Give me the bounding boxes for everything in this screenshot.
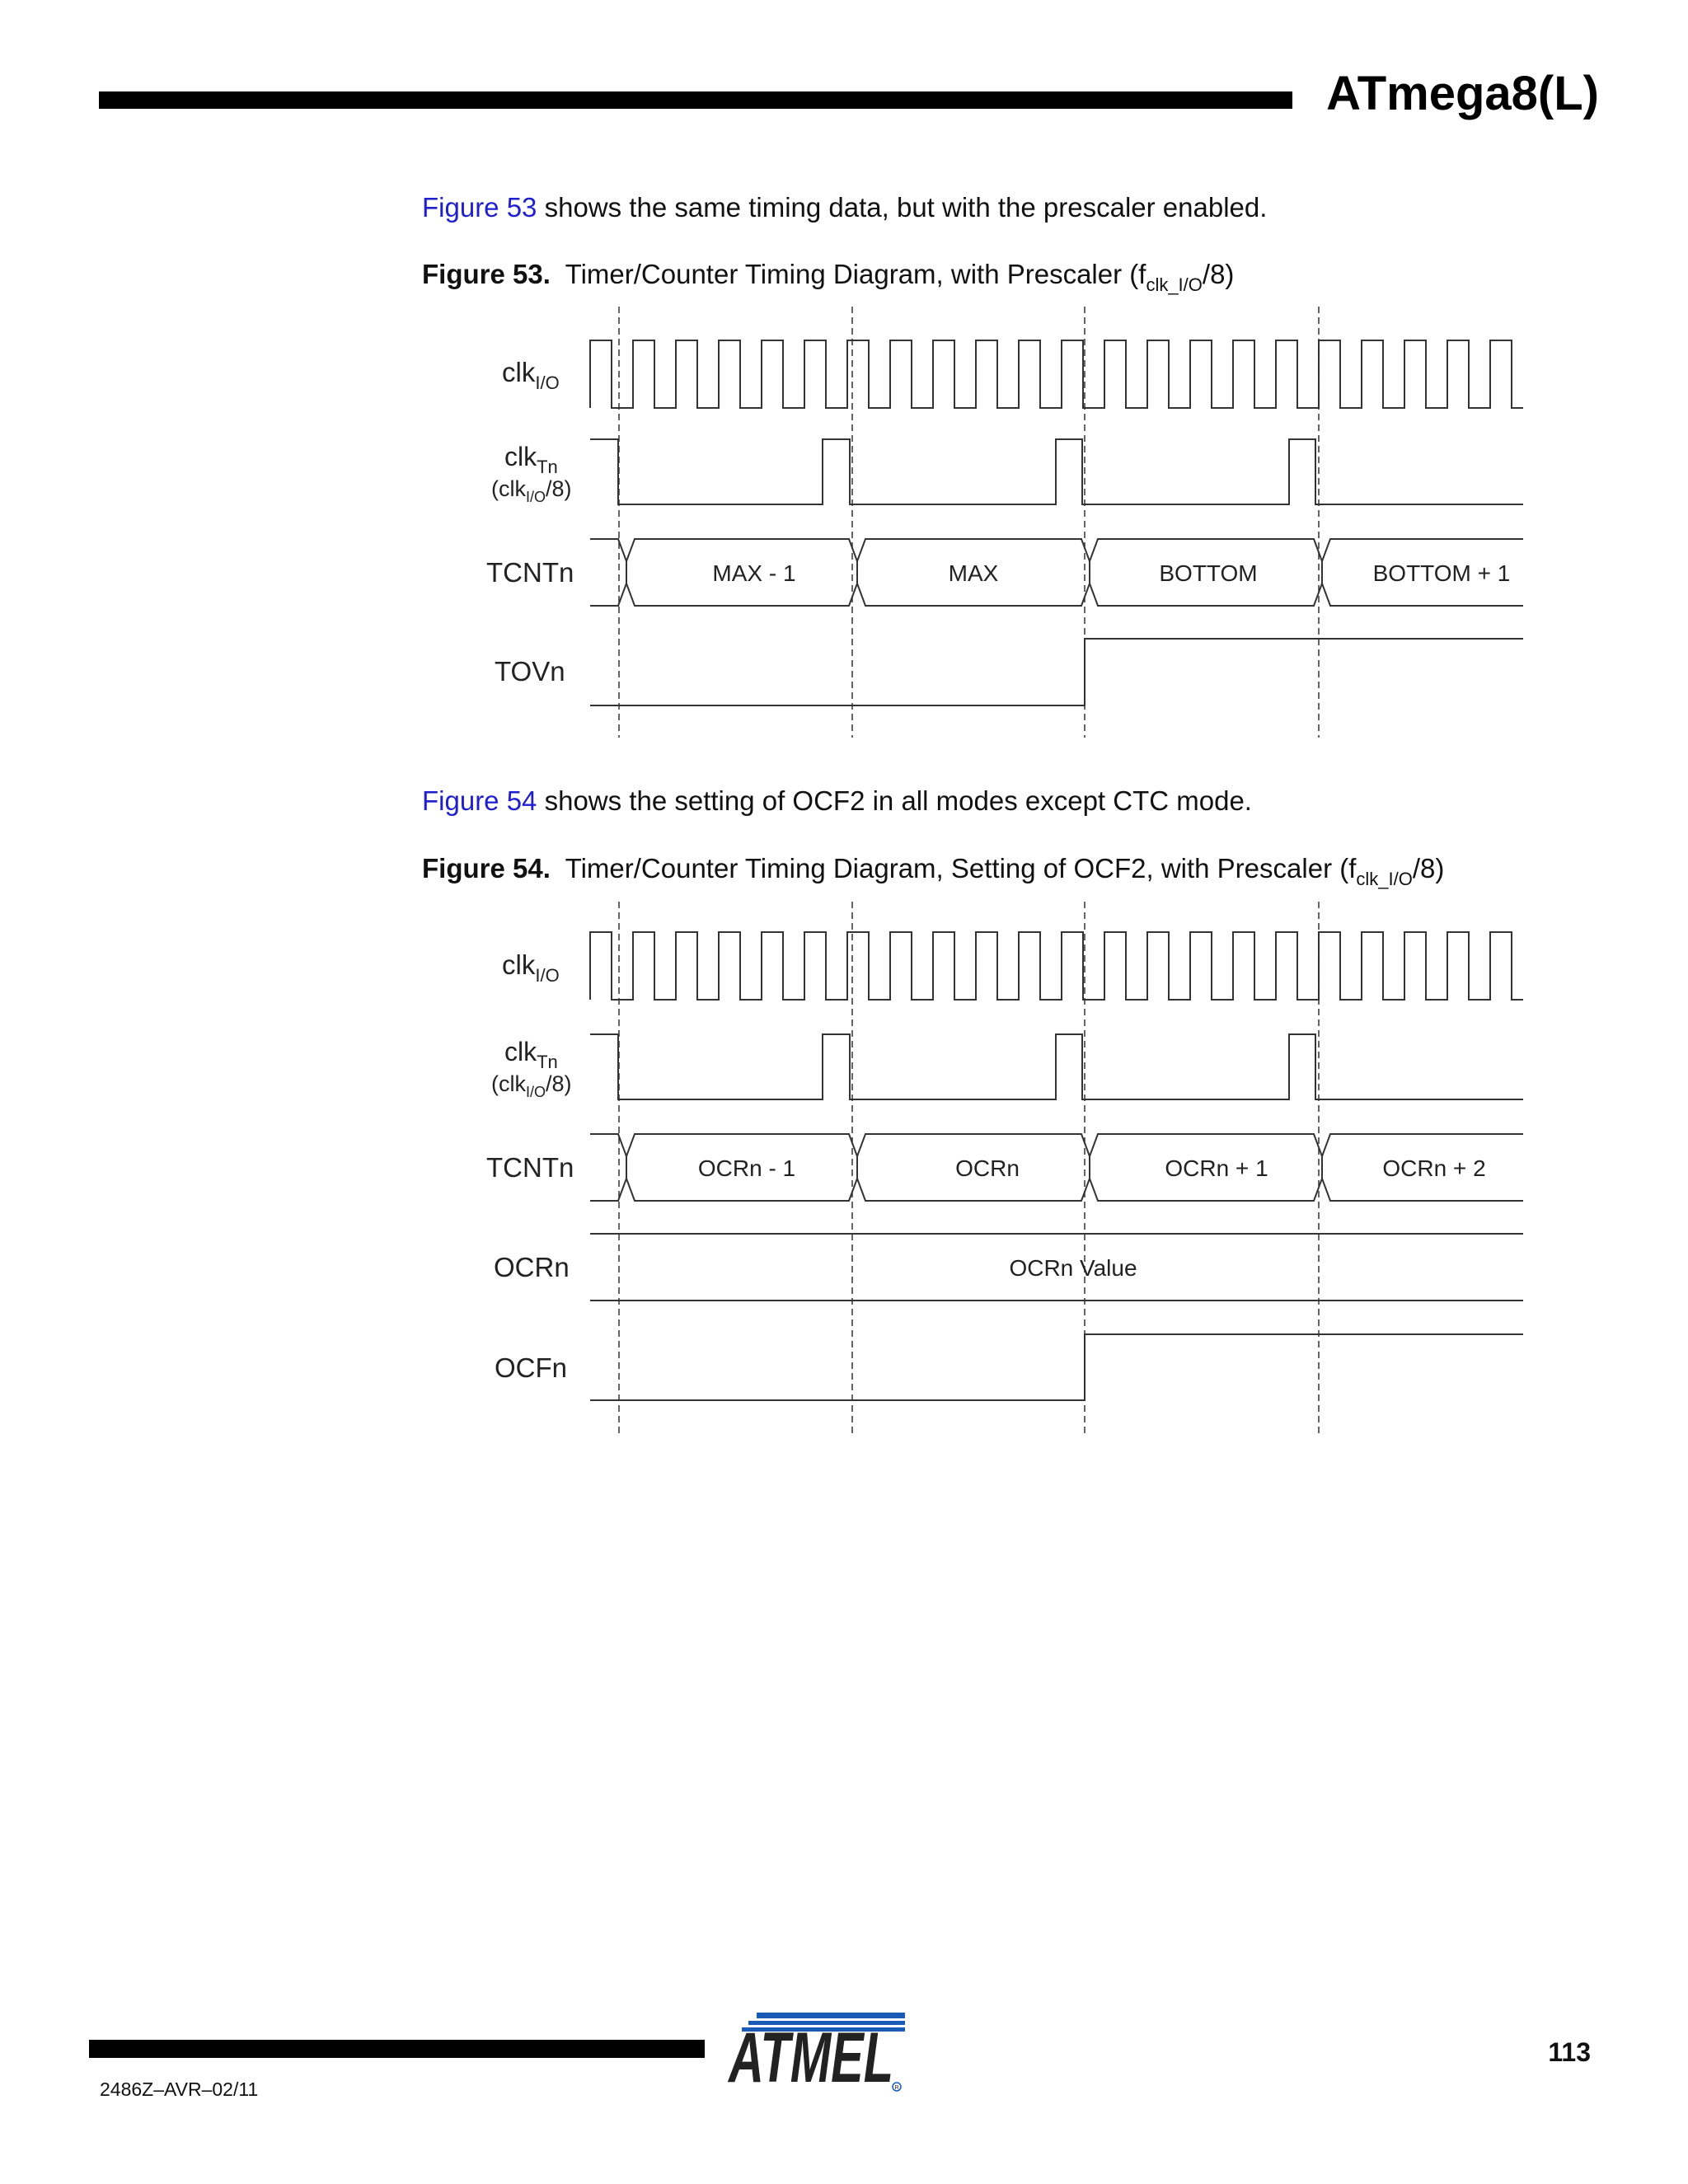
figure-53-timing-diagram (0, 297, 1688, 758)
tcnt-value: BOTTOM (1159, 560, 1258, 586)
tcnt-bus-bottom (590, 1179, 1523, 1201)
tcnt-value: OCRn + 1 (1165, 1155, 1268, 1181)
tcnt-label: TCNTn (486, 557, 574, 588)
page-number: 113 (1548, 2037, 1591, 2067)
tcnt-label: TCNTn (486, 1152, 574, 1183)
paragraph-text: shows the same timing data, but with the prescaler enabled. (537, 192, 1268, 223)
svg-text:R: R (894, 2085, 899, 2091)
clktn-label: clk$_{Tn}$ (504, 1037, 558, 1072)
paragraph-text: shows the setting of OCF2 in all modes except CTC mode. (537, 785, 1252, 816)
figure-title: Timer/Counter Timing Diagram, with Prescaler (f (565, 259, 1146, 289)
figure-title-end: /8) (1412, 853, 1445, 883)
figure-54-caption (422, 851, 1444, 887)
tcnt-value: OCRn (955, 1155, 1020, 1181)
clktn-sublabel: (clk$_{I/O}$/8) (491, 1071, 572, 1100)
logo-lettering: ATMEL (727, 2018, 893, 2093)
clktn-waveform (590, 439, 1523, 504)
figure-54-timing-diagram (0, 892, 1688, 1452)
figure-label: Figure 53. (422, 259, 551, 289)
ocr-label: OCRn (494, 1252, 570, 1282)
clkio-waveform (590, 932, 1523, 1000)
clkio-label: clk$_{I/O}$ (502, 357, 560, 393)
page-header-title: ATmega8(L) (1326, 67, 1599, 120)
tcnt-value: MAX (948, 560, 999, 586)
ocr-value: OCRn Value (1009, 1255, 1137, 1281)
atmel-logo (724, 2011, 907, 2093)
clktn-label: clk$_{Tn}$ (504, 442, 558, 477)
figure-53-caption (422, 256, 1234, 293)
figure-53-link[interactable]: Figure 53 (422, 192, 537, 223)
header-rule (99, 91, 1292, 109)
figure-title-end: /8) (1202, 259, 1235, 289)
tcnt-bus-bottom (590, 583, 1523, 606)
figure-label: Figure 54. (422, 853, 551, 883)
clkio-waveform (590, 340, 1523, 408)
clktn-waveform (590, 1034, 1523, 1099)
clkio-label: clk$_{I/O}$ (502, 949, 560, 986)
document-id: 2486Z–AVR–02/11 (100, 2079, 259, 2100)
figure-54-link[interactable]: Figure 54 (422, 785, 537, 816)
tcnt-value: OCRn + 2 (1382, 1155, 1486, 1181)
tcnt-value: OCRn - 1 (697, 1155, 796, 1181)
ocf-waveform (590, 1334, 1523, 1400)
tcnt-value: MAX - 1 (712, 560, 796, 586)
tcnt-bus-top (590, 1134, 1523, 1156)
ocf-label: OCFn (495, 1352, 568, 1383)
clktn-sublabel: (clk$_{I/O}$/8) (491, 476, 572, 505)
figure-title-subscript: clk_I/O (1146, 274, 1203, 295)
footer-rule (89, 2040, 705, 2058)
intro-paragraph-fig53 (422, 190, 1267, 226)
tovn-waveform (590, 639, 1523, 705)
tcnt-bus-top (590, 539, 1523, 561)
tcnt-value: BOTTOM + 1 (1372, 560, 1511, 586)
tov-label: TOVn (495, 656, 565, 687)
figure-title-subscript: clk_I/O (1356, 869, 1413, 889)
intro-paragraph-fig54 (422, 783, 1252, 819)
figure-title: Timer/Counter Timing Diagram, Setting of OCF2, with Prescaler (f (565, 853, 1357, 883)
